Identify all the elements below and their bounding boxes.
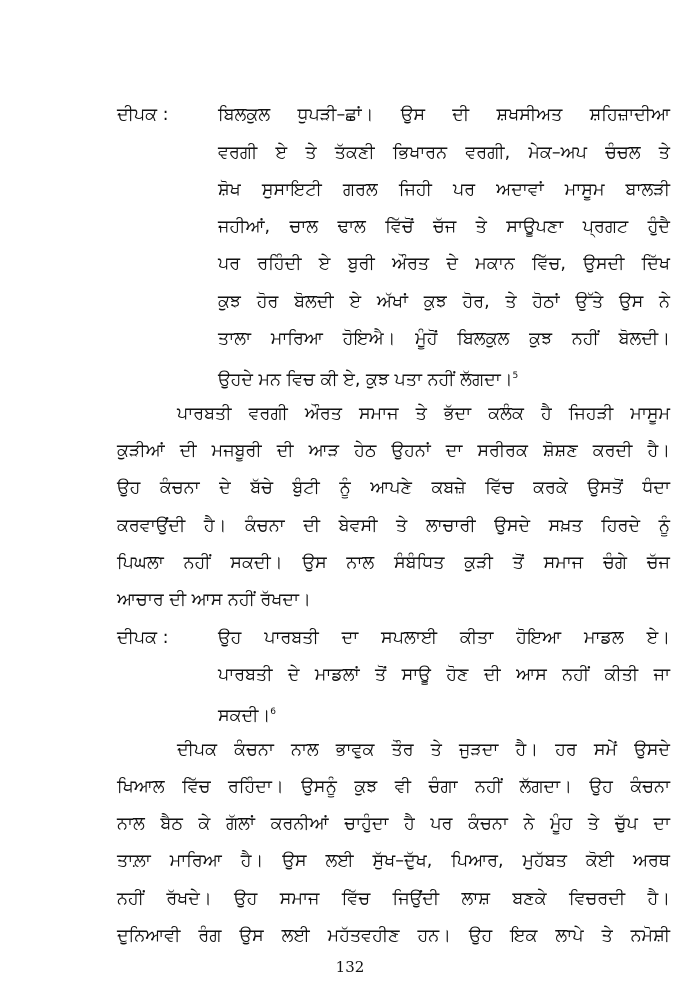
- paragraph-line: ਤਾਲ਼ਾ ਮਾਰਿਆ ਹੈ। ਉਸ ਲਈ ਸੁੱਖ–ਦੁੱਖ, ਪਿਆਰ, ਮੁਹੱਬਤ ਕੋਈ ਅਰਥ: [117, 851, 670, 871]
- dialogue-line: ਤਾਲਾ ਮਾਰਿਆ ਹੋਇਐ। ਮੂੰਹੋਂ ਬਿਲਕੁਲ ਕੁਝ ਨਹੀਂ ਬੋਲਦੀ।: [218, 329, 670, 349]
- speaker-label: ਦੀਪਕ :: [117, 105, 169, 125]
- paragraph-line: ਖਿਆਲ ਵਿੱਚ ਰਹਿੰਦਾ। ਉਸਨੂੰ ਕੁਝ ਵੀ ਚੰਗਾ ਨਹੀਂ ਲੱਗਦਾ। ਉਹ ਕੰਚਨਾ: [117, 777, 670, 797]
- paragraph-line: ਉਹ ਕੰਚਨਾ ਦੇ ਬੱਚੇ ਬੁੰਟੀ ਨੂੰ ਆਪਣੇ ਕਬਜ਼ੇ ਵਿੱਚ ਕਰਕੇ ਉਸਤੋਂ ਧੰਦਾ: [117, 478, 670, 498]
- paragraph-line: ਦੁਨਿਆਵੀ ਰੰਗ ਉਸ ਲਈ ਮਹੱਤਵਹੀਣ ਹਨ। ਉਹ ਇਕ ਲਾਪੇ ਤੇ ਨਮੋਸ਼ੀ: [117, 926, 670, 946]
- speaker-label: ਦੀਪਕ :: [117, 628, 169, 648]
- dialogue-line: ਪਰ ਰਹਿੰਦੀ ਏ ਬੁਰੀ ਔਰਤ ਦੇ ਮਕਾਨ ਵਿੱਚ, ਉਸਦੀ ਦਿੱਖ: [218, 254, 670, 274]
- paragraph-line: ਕੁੜੀਆਂ ਦੀ ਮਜਬੂਰੀ ਦੀ ਆੜ ਹੇਠ ਉਹਨਾਂ ਦਾ ਸਰੀਰਕ ਸ਼ੋਸ਼ਣ ਕਰਦੀ ਹੈ।: [117, 441, 670, 461]
- dialogue-line: ਕੁਝ ਹੋਰ ਬੋਲਦੀ ਏ ਅੱਖਾਂ ਕੁਝ ਹੋਰ, ਤੇ ਹੋਠਾਂ ਉੱਤੇ ਉਸ ਨੇ: [218, 292, 670, 312]
- dialogue-line: ਪਾਰਬਤੀ ਦੇ ਮਾਡਲਾਂ ਤੋਂ ਸਾਊ ਹੋਣ ਦੀ ਆਸ ਨਹੀਂ ਕੀਤੀ ਜਾ: [218, 665, 670, 685]
- paragraph-line: ਕਰਵਾਉਂਦੀ ਹੈ। ਕੰਚਨਾ ਦੀ ਬੇਵਸੀ ਤੇ ਲਾਚਾਰੀ ਉਸਦੇ ਸਖ਼ਤ ਹਿਰਦੇ ਨੂੰ: [117, 516, 670, 536]
- dialogue-line: ਬਿਲਕੁਲ ਧੁਪੜੀ–ਛਾਂ। ਉਸ ਦੀ ਸ਼ਖਸੀਅਤ ਸ਼ਹਿਜ਼ਾਦੀਆ: [218, 105, 670, 125]
- dialogue-line: ਉਹਦੇ ਮਨ ਵਿਚ ਕੀ ਏ, ਕੁਝ ਪਤਾ ਨਹੀਂ ਲੱਗਦਾ।$^5$: [218, 369, 519, 390]
- dialogue-line: ਜਹੀਆਂ, ਚਾਲ ਢਾਲ ਵਿੱਚੋਂ ਚੱਜ ਤੇ ਸਾਊਪਣਾ ਪ੍ਰਗਟ ਹੁੰਦੈ: [218, 217, 670, 237]
- paragraph-line: ਨਹੀਂ ਰੱਖਦੇ। ਉਹ ਸਮਾਜ ਵਿੱਚ ਜਿਉਂਦੀ ਲਾਸ਼ ਬਣਕੇ ਵਿਚਰਦੀ ਹੈ।: [117, 889, 670, 909]
- paragraph-line: ਦੀਪਕ ਕੰਚਨਾ ਨਾਲ ਭਾਵੁਕ ਤੌਰ ਤੇ ਜੁੜਦਾ ਹੈ। ਹਰ ਸਮੇਂ ਉਸਦੇ: [177, 740, 670, 760]
- footnote-marker: 5: [512, 371, 519, 381]
- footnote-marker: 6: [270, 707, 276, 717]
- paragraph-line: ਆਚਾਰ ਦੀ ਆਸ ਨਹੀਂ ਰੱਖਦਾ।: [117, 590, 311, 610]
- paragraph-line: ਪਾਰਬਤੀ ਵਰਗੀ ਔਰਤ ਸਮਾਜ ਤੇ ਭੱਦਾ ਕਲੰਕ ਹੈ ਜਿਹੜੀ ਮਾਸੂਮ: [177, 404, 670, 424]
- dialogue-line: ਉਹ ਪਾਰਬਤੀ ਦਾ ਸਪਲਾਈ ਕੀਤਾ ਹੋਇਆ ਮਾਡਲ ਏ।: [218, 628, 670, 648]
- dialogue-line: ਵਰਗੀ ਏ ਤੇ ਤੱਕਣੀ ਭਿਖਾਰਨ ਵਰਗੀ, ਮੇਕ–ਅਪ ਚੰਚਲ ਤੇ: [218, 143, 670, 163]
- dialogue-line: ਸ਼ੋਖ ਸੁਸਾਇਟੀ ਗਰਲ ਜਿਹੀ ਪਰ ਅਦਾਵਾਂ ਮਾਸੂਮ ਬਾਲੜੀ: [218, 180, 670, 200]
- paragraph-line: ਨਾਲ ਬੈਠ ਕੇ ਗੱਲਾਂ ਕਰਨੀਆਂ ਚਾਹੁੰਦਾ ਹੈ ਪਰ ਕੰਚਨਾ ਨੇ ਮੂੰਹ ਤੇ ਚੁੱਪ ਦਾ: [117, 814, 670, 834]
- paragraph-line: ਪਿਘਲਾ ਨਹੀਂ ਸਕਦੀ। ਉਸ ਨਾਲ ਸੰਬੰਧਿਤ ਕੁੜੀ ਤੋਂ ਸਮਾਜ ਚੰਗੇ ਚੱਜ: [117, 553, 670, 573]
- page-number: 132: [335, 958, 365, 976]
- dialogue-line: ਸਕਦੀ।$^6$: [218, 705, 276, 726]
